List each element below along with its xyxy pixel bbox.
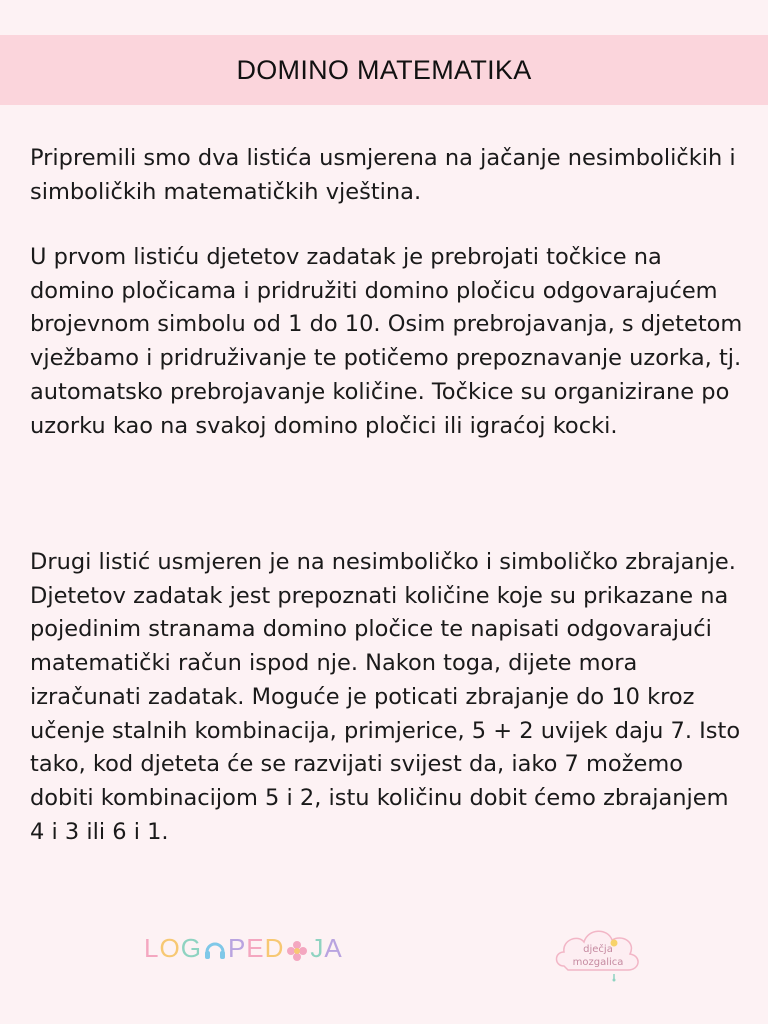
logo-line1: dječja — [583, 944, 613, 955]
first-worksheet-paragraph: U prvom listiću djetetov zadatak je prebrojati točkice na domino pločicama i pridružiti domino pločicu odgovarajućem brojevnom simbolu od 1 do 10. Osim prebrojavanja, s djetetom vježbamo i pridruživanje te potičemo prepoznavanje uzorka, tj. automatsko prebrojavanje količine. Točkice su organizirane po uzorku kao na svakoj domino pločici ili igraćoj kocki. — [30, 244, 743, 439]
logo-letter: L — [144, 933, 160, 963]
page-title: DOMINO MATEMATIKA — [236, 54, 532, 85]
djecja-mozgalica-logo — [552, 922, 644, 982]
logo-letter: E — [246, 933, 265, 963]
logo-letter: D — [264, 933, 285, 963]
logopedija-logo — [144, 933, 343, 964]
logo-letter: A — [324, 933, 343, 963]
headphones-icon — [203, 937, 227, 961]
logo-letter: P — [227, 933, 247, 963]
title-band — [0, 35, 768, 105]
logo-letter: J — [310, 933, 325, 963]
logo-letter: G — [180, 933, 202, 963]
flower-icon — [286, 938, 308, 960]
logo-letter: O — [159, 933, 181, 963]
second-worksheet-paragraph: Drugi listić usmjeren je na nesimboličko i simboličko zbrajanje. Djetetov zadatak jest prepoznati količine koje su prikazane na pojedinim stranama domino pločice te napisati odgovarajući matematički račun ispod nje. Nakon toga, dijete mora izračunati zadatak. Moguće je poticati zbrajanje do 10 kroz učenje stalnih kombinacija, primjerice, 5 + 2 uvijek daju 7. Isto tako, kod djeteta će se razvijati svijest da, iako 7 možemo dobiti kombinacijom 5 i 2, istu količinu dobit ćemo zbrajanjem 4 i 3 ili 6 i 1. — [30, 549, 741, 845]
logo-line2: mozgalica — [572, 957, 624, 968]
cloud-icon — [552, 922, 644, 982]
intro-paragraph: Pripremili smo dva listića usmjerena na jačanje nesimboličkih i simboličkih matematičkih vještina. — [30, 145, 736, 205]
